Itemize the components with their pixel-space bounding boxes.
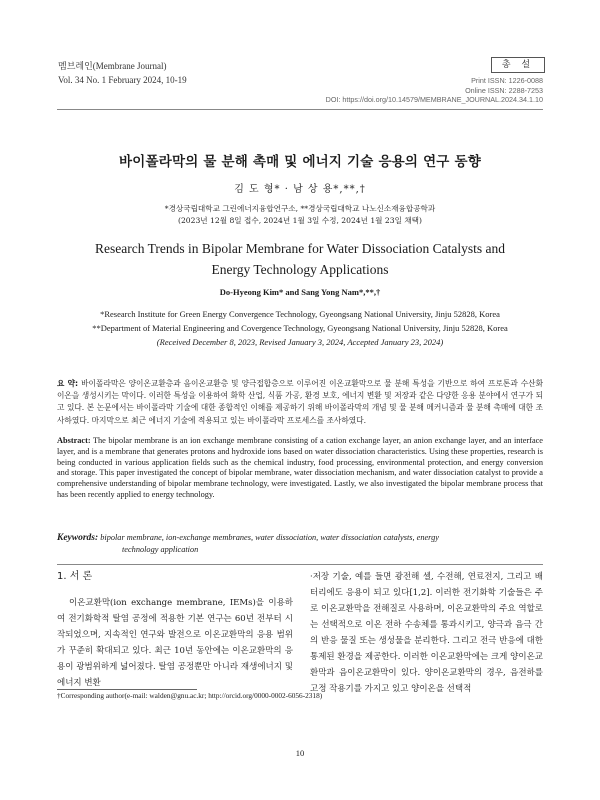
- journal-info: [58, 59, 187, 87]
- korean-authors: 김 도 형* · 남 상 용*,**,†: [234, 184, 366, 195]
- korean-affiliation-text: *경상국립대학교 그린에너지융합연구소, **경상국립대학교 나노신소재융합공학과: [164, 204, 436, 213]
- keywords: [57, 532, 543, 556]
- english-abstract-text: The bipolar membrane is an ion exchange membrane consisting of a cation exchange layer, an anion exchange layer, and an interface layer, and is a membrane that generates protons and hydroxide ions based on water dissociation characteristics. Using these properties, research is being conducted in various application fields such as the chemical industry, food processing, environmental protection, and energy conversion and storage. This paper investigated the concept of bipolar membrane, water dissociation mechanism, and water dissociation catalyst to provide a comprehensive understanding of bipolar membrane technology, were investigated. Lastly, we also investigated the bipolar membrane process that has been recently applied to energy technology.: [57, 436, 543, 499]
- issn-block: [326, 76, 543, 105]
- body-divider: [57, 564, 543, 565]
- korean-affiliation: [0, 203, 600, 227]
- body-column-right: [310, 569, 543, 697]
- keywords-line1: bipolar membrane, ion-exchange membranes, water dissociation, water dissociation catalysts, energy: [100, 533, 439, 542]
- doi-link[interactable]: DOI: https://doi.org/10.14579/MEMBRANE_JOURNAL.2024.34.1.10: [325, 95, 543, 104]
- english-affiliation-1: *Research Institute for Green Energy Convergence Technology, Gyeongsang National University, Jinju 52828, Korea: [100, 309, 500, 319]
- english-received-dates: (Received December 8, 2023, Revised January 3, 2024, Accepted January 23, 2024): [156, 337, 444, 347]
- body-paragraph-right: ·저장 기술, 예를 들면 광전해 셀, 수전해, 연료전지, 그리고 배터리에도 응용이 되고 있다[1,2]. 이러한 전기화학 기술들은 주로 이온교환막을 전해질로 사용하며, 이온교환막의 주요 역할로는 선택적으로 이온 전하 수송체를 통과시키고, 양극과 음극 간의 반응 물질 또는 생성물을 분리한다. 그리고 전극 반응에 대한 통제된 환경을 제공한다. 이러한 이온교환막에는 크게 양이온교환막과 음이온교환막이 있다. 양이온교환막의 경우, 음전하를 고정 작용기를 가지고 있고 양이온을 선택적: [310, 572, 543, 694]
- korean-abstract-text: 바이폴라막은 양이온교환층과 음이온교환층 및 양극접합층으로 이루어진 이온교환막으로 물 분해 특성을 기반으로 하여 프로톤과 수산화 이온을 생성시키는 막이다. 이러한 특성을 이용하여 화학 산업, 식품 가공, 환경 보호, 에너지 변환 및 저장과 같은 다양한 응용 분야에서 연구가 되고 있다. 본 논문에서는 바이폴라막 기술에 대한 종합적인 이해를 제공하기 위해 바이폴라막의 개념 및 물 분해 메커니즘과 물 분해 촉매에 대한 조사하였다. 마지막으로 최근 에너지 기술에 적용되고 있는 바이폴라막 프로세스를 조사하였다.: [57, 379, 543, 425]
- page-number: 10: [295, 748, 305, 758]
- section-heading-introduction: 1. 서 론: [57, 571, 93, 582]
- korean-abstract: [57, 378, 543, 427]
- english-title-line1: Research Trends in Bipolar Membrane for Water Dissociation Catalysts and: [95, 241, 505, 256]
- keywords-label: Keywords:: [57, 533, 99, 543]
- english-authors: Do-Hyeong Kim* and Sang Yong Nam*,**,†: [219, 287, 381, 297]
- english-affiliation: [0, 307, 600, 349]
- print-issn: Print ISSN: 1226-0088: [471, 76, 543, 85]
- body-column-left: [57, 569, 293, 691]
- english-affiliation-2: **Department of Material Engineering and Covergence Technology, Gyeongsang National University, Jinju 52828, Korea: [92, 323, 508, 333]
- journal-name: 멤브레인(Membrane Journal): [58, 61, 167, 71]
- english-abstract: [57, 436, 543, 501]
- english-title-line2: Energy Technology Applications: [211, 262, 389, 277]
- korean-abstract-label: 요 약:: [57, 379, 79, 388]
- header-divider: [57, 109, 543, 110]
- footnote-divider: [57, 689, 197, 690]
- journal-volume: Vol. 34 No. 1 February 2024, 10-19: [58, 75, 187, 85]
- english-abstract-label: Abstract:: [57, 436, 91, 445]
- body-paragraph-left: 이온교환막(ion exchange membrane, IEMs)을 이용하여 전기화학적 탈염 공정에 적용한 기본 연구는 60년 전부터 시작되었으며, 지속적인 연구와 발전으로 이온교환막의 응용 범위가 꾸준히 확대되고 있다. 최근 10년 동안에는 이온교환막의 응용이 광범위하게 넓어졌다. 탈염 공정뿐만 아니라 재생에너지 및 에너지 변환: [57, 598, 293, 688]
- korean-received-dates: (2023년 12월 8일 접수, 2024년 1월 3일 수정, 2024년 1월 23일 채택): [178, 216, 422, 225]
- korean-title: 바이폴라막의 물 분해 촉매 및 에너지 기술 응용의 연구 동향: [119, 154, 481, 170]
- english-title: [70, 238, 530, 280]
- keywords-line2: technology application: [122, 545, 199, 554]
- corresponding-author-footnote: †Corresponding author(e-mail: walden@gnu.ac.kr; http://orcid.org/0000-0002-6056-2318): [57, 691, 323, 700]
- online-issn: Online ISSN: 2288-7253: [465, 85, 543, 95]
- article-type-badge: 총 설: [491, 57, 545, 73]
